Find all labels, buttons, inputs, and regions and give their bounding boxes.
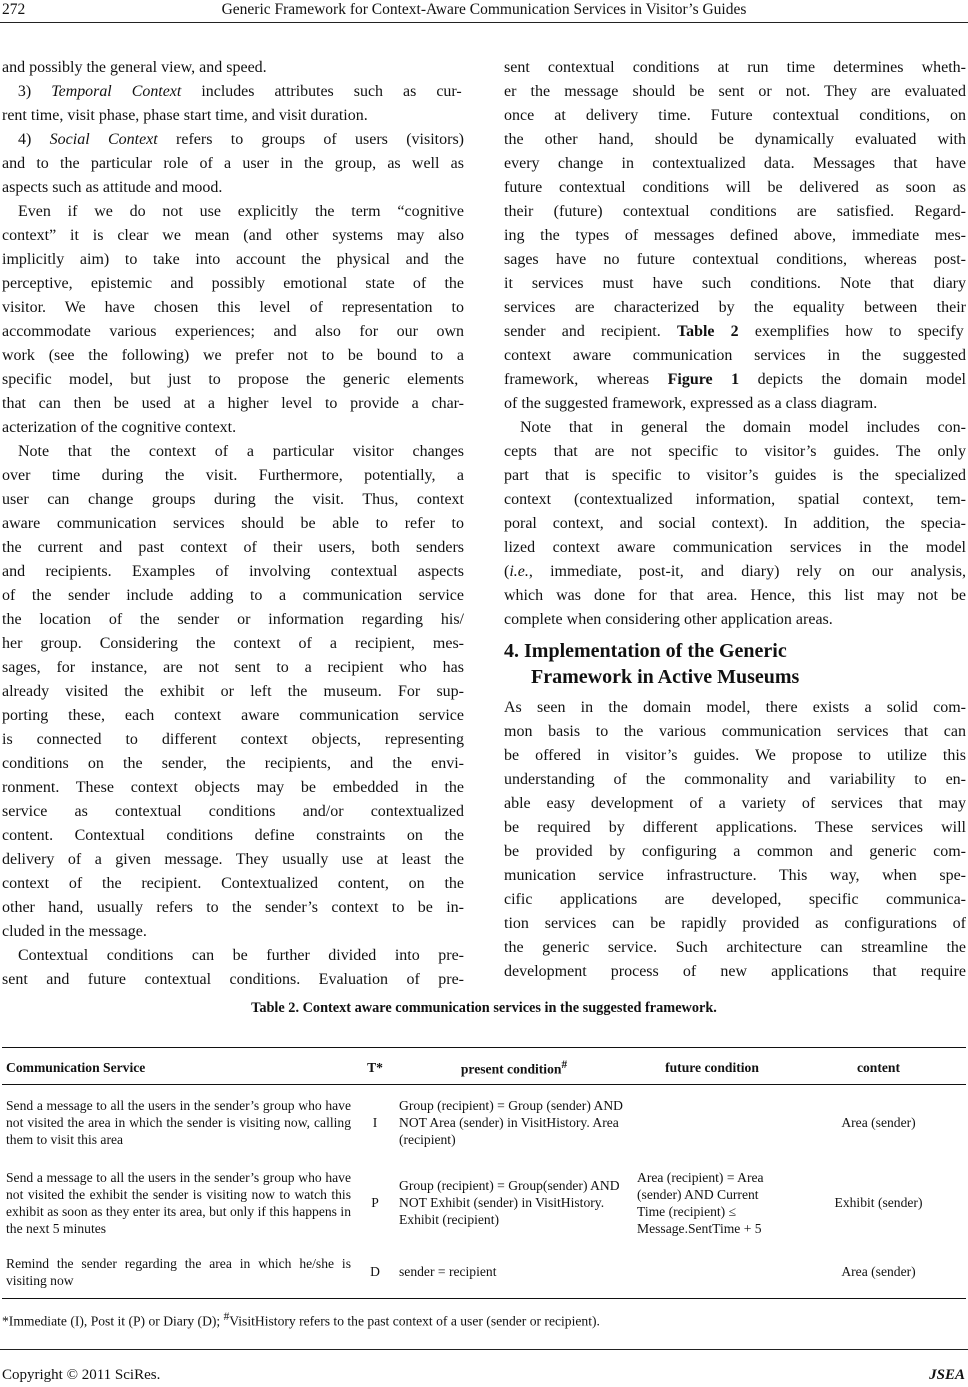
header-present-condition [395, 1048, 633, 1085]
section-heading [504, 638, 966, 690]
text-line: once at delivery time. Future contextual conditions, on [504, 107, 966, 124]
text-line: of the sender include adding to a communication service [2, 587, 464, 604]
text-line: cific applications are developed, specific communica- [504, 891, 966, 908]
text-line: aware communication services should be able to refer to [2, 515, 464, 532]
text-line: specific model, but just to propose the generic elements [2, 371, 464, 388]
page-footer [0, 1349, 968, 1387]
text-line: over time during the visit. Furthermore, potentially, a [2, 467, 464, 484]
text-line: which was done for that area. Hence, this list may not be [504, 587, 966, 604]
text-line: her group. Considering the context of a recipient, mes- [2, 635, 464, 652]
left-column [2, 56, 464, 992]
text-line: perceptive, epistemic and possibly emotional state of the [2, 275, 464, 292]
text-line: acterization of the cognitive context. [2, 419, 237, 436]
text-line: every change in contextualized data. Messages that have [504, 155, 966, 172]
text-line: porting these, each context aware communication service [2, 707, 464, 724]
reference: Table 2 [676, 323, 739, 340]
paragraph [2, 944, 464, 992]
text-line: context (contextualized information, spatial context, tem- [504, 491, 966, 508]
text-segment: refers to groups of users (visitors) [157, 131, 464, 148]
text-line [504, 368, 966, 392]
text-line: the current and past context of their users, both senders [2, 539, 464, 556]
text-line: is connected to different context objects, representing [2, 731, 464, 748]
type-cell: D [355, 1245, 395, 1299]
text-line: development process of new applications that require [504, 963, 966, 980]
text-line: context aware communication services in the suggested [504, 347, 966, 364]
paragraph [2, 56, 464, 80]
text-line: be required by different applications. These services will [504, 819, 966, 836]
service-cell: Remind the sender regarding the area in which he/she is visiting now [2, 1245, 355, 1299]
footnote-part: *Immediate (I), Post it (P) or Diary (D); [2, 1313, 224, 1329]
service-cell: Send a message to all the users in the sender’s group who have not visited the exhibit the sender is visiting now to watch this exhibit as soon as they enter its area, but only if this happens in the next 5 minutes [6, 1169, 351, 1236]
type-cell: P [371, 1195, 379, 1210]
paragraph [504, 56, 966, 416]
footnote-part: VisitHistory refers to the past context of a user (sender or recipient). [229, 1313, 600, 1329]
header-present-condition-label: present condition [460, 1061, 562, 1077]
text-segment: i.e. [509, 563, 529, 580]
text-line: their (future) contextual conditions are satisfied. Regard- [504, 203, 966, 220]
copyright: Copyright © 2011 SciRes. [2, 1367, 161, 1383]
text-line: be provided by configuring a common and generic com- [504, 843, 966, 860]
reference: Figure 1 [667, 371, 740, 388]
text-line: and recipients. Examples of involving contextual aspects [2, 563, 464, 580]
text-line: accommodate various experiences; and also for our own [2, 323, 464, 340]
content-cell: Exhibit (sender) [834, 1195, 923, 1210]
text-segment: 4) [18, 131, 50, 148]
text-line [504, 320, 964, 344]
text-line: and to the particular role of a user in the group, as well as [2, 155, 464, 172]
paragraph [504, 696, 966, 984]
running-title: Generic Framework for Context-Aware Communication Services in Visitor’s Guides [221, 1, 747, 18]
text-line: work (see the following) we prefer not to be bound to a [2, 347, 464, 364]
right-column [504, 56, 966, 984]
present-condition-cell: Group (recipient) = Group (sender) AND NOT Area (sender) in VisitHistory. Area (recipient) [399, 1098, 623, 1147]
service-cell: Send a message to all the users in the sender’s group who have not visited the area in which the sender is visiting now, calling them to visit this area [6, 1098, 351, 1147]
text-line: er the message should be sent or not. They are evaluated [504, 83, 966, 100]
text-line: sages, for instance, are not sent to a recipient who has [2, 659, 464, 676]
content-cell: Area (sender) [841, 1115, 916, 1130]
future-condition-cell [633, 1085, 791, 1161]
text-line [504, 560, 966, 584]
table-caption: Table 2. Context aware communication services in the suggested framework. [251, 1000, 717, 1016]
text-line: Note that in general the domain model includes con- [520, 419, 966, 436]
text-line [2, 128, 464, 152]
text-segment: sender and recipient. [504, 323, 677, 340]
text-line: and possibly the general view, and speed. [2, 59, 267, 76]
text-segment: , immediate, post-it, and diary) rely on our analysis, [528, 563, 966, 580]
table-row [2, 1160, 966, 1245]
text-line: able easy development of a variety of services that may [504, 795, 966, 812]
text-line: that can then be used at a higher level to provide a char- [2, 395, 464, 412]
text-line: sent and future contextual conditions. Evaluation of pre- [2, 971, 464, 988]
text-line: sages have no future contextual conditions, whereas post- [504, 251, 966, 268]
text-line: tion services can be rapidly provided as configurations of [504, 915, 966, 932]
header-content: content [791, 1048, 966, 1085]
section-heading-line: Framework in Active Museums [531, 666, 800, 688]
header-communication-service: Communication Service [2, 1048, 355, 1085]
header-type: T* [355, 1048, 395, 1085]
text-segment: Temporal Context [51, 83, 182, 100]
text-line: content. Contextual conditions define constraints on the [2, 827, 464, 844]
text-segment: Social Context [49, 131, 158, 148]
table-row [2, 1085, 966, 1161]
text-line: complete when considering other application areas. [504, 611, 833, 628]
text-segment: includes attributes such as cur- [181, 83, 462, 100]
footnote-mark: # [223, 1311, 230, 1323]
text-line: the other hand, should be dynamically evaluated with [504, 131, 966, 148]
paragraph [2, 440, 464, 944]
header-future-condition: future condition [633, 1048, 791, 1085]
text-line: context of the recipient. Contextualized content, on the [2, 875, 464, 892]
services-table [2, 1047, 966, 1299]
text-segment: 3) [17, 83, 52, 100]
text-line: already visited the exhibit or left the museum. For sup- [2, 683, 464, 700]
text-segment: depicts the domain model [739, 371, 966, 388]
text-line: understanding of the commonality and variability to en- [504, 771, 966, 788]
text-line: context” it is clear we mean (and other systems may also [2, 227, 464, 244]
text-segment: framework, whereas [504, 371, 668, 388]
paragraph [2, 80, 464, 128]
text-line [2, 80, 462, 104]
text-line: the generic service. Such architecture can streamline the [504, 939, 966, 956]
text-line: cluded in the message. [2, 923, 147, 940]
section-heading-line: 4. Implementation of the Generic [504, 640, 787, 662]
table-header-row [2, 1048, 966, 1085]
text-line: cepts that are not specific to visitor’s guides. The only [504, 443, 966, 460]
text-line: Even if we do not use explicitly the term “cognitive [18, 203, 464, 220]
text-line: lized context aware communication services in the model [504, 539, 966, 556]
paragraph [2, 128, 464, 200]
text-line: poral context, and social context). In addition, the specia- [504, 515, 966, 532]
type-cell: I [372, 1115, 378, 1130]
future-condition-cell [633, 1245, 791, 1299]
text-segment: exemplifies how to specify [738, 323, 964, 340]
text-line: sent contextual conditions at run time determines wheth- [504, 59, 966, 76]
table-row [2, 1245, 966, 1299]
running-header [0, 0, 968, 23]
future-condition-cell: Area (recipient) = Area (sender) AND Current Time (recipient) ≤ Message.SentTime + 5 [637, 1169, 764, 1236]
text-line: Note that the context of a particular visitor changes [18, 443, 464, 460]
text-segment: ( [504, 563, 510, 580]
text-line: the location of the sender or information regarding his/ [2, 611, 464, 628]
text-line: munication service infrastructure. This way, when spe- [504, 867, 966, 884]
text-line: of the suggested framework, expressed as a class diagram. [504, 395, 878, 412]
text-line: other hand, usually refers to the sender’s context to be in- [2, 899, 464, 916]
text-line: visitor. We have chosen this level of representation to [2, 299, 464, 316]
text-line: be offered in visitor’s guides. We propose to utilize this [504, 747, 966, 764]
text-line: ing the types of messages defined above, immediate mes- [504, 227, 966, 244]
text-line: ronment. These context objects may be embedded in the [2, 779, 464, 796]
text-line: conditions on the sender, the recipients, and the envi- [2, 755, 464, 772]
present-condition-cell: Group (recipient) = Group(sender) AND NOT Exhibit (sender) in VisitHistory. Exhibit (recipient) [399, 1178, 620, 1227]
text-line: user can change groups during the visit. Thus, context [2, 491, 464, 508]
text-line: future contextual conditions will be delivered as soon as [504, 179, 966, 196]
text-line: service as contextual conditions and/or contextualized [2, 803, 464, 820]
text-line: aspects such as attitude and mood. [2, 179, 223, 196]
text-line: part that is specific to visitor’s guides is the specialized [504, 467, 966, 484]
table-footnote [2, 1308, 600, 1331]
text-line: Contextual conditions can be further divided into pre- [18, 947, 464, 964]
page-number: 272 [2, 1, 26, 18]
text-line: implicitly aim) to take into account the physical and the [2, 251, 464, 268]
text-line: rent time, visit phase, phase start time, and visit duration. [2, 107, 368, 124]
text-line: delivery of a given message. They usually use at least the [2, 851, 464, 868]
text-line: mon basis to the various communication services that can [504, 723, 966, 740]
text-line: it services must have such conditions. Note that diary [504, 275, 966, 292]
hash-mark: # [561, 1058, 568, 1071]
present-condition-cell: sender = recipient [395, 1245, 633, 1299]
paragraph [2, 200, 464, 440]
paragraph [504, 416, 966, 632]
journal-abbrev: JSEA [929, 1367, 965, 1383]
text-line: As seen in the domain model, there exists a solid com- [504, 699, 966, 716]
text-line: services are characterized by the equality between their [504, 299, 966, 316]
content-cell: Area (sender) [791, 1245, 966, 1299]
